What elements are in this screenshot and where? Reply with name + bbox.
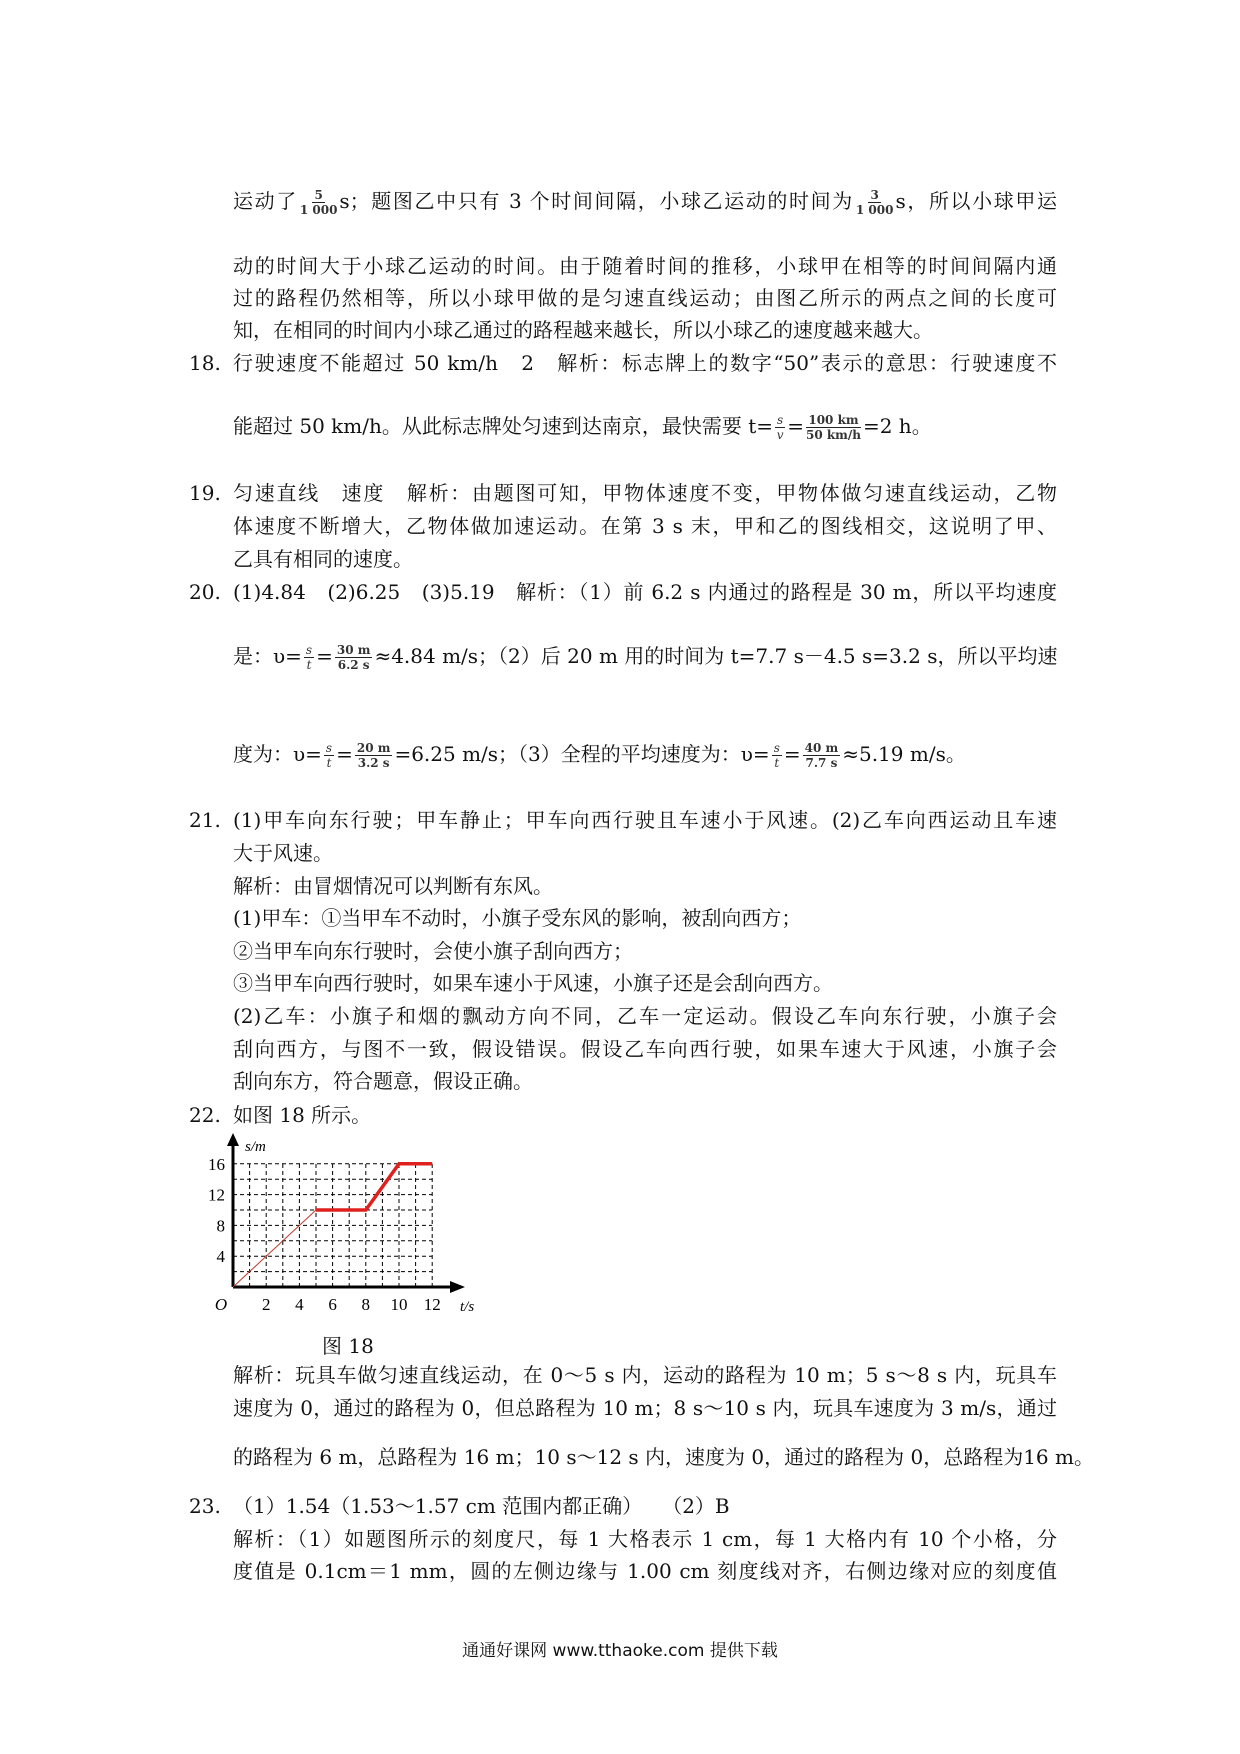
x-tick-label: 2 bbox=[261, 1295, 271, 1314]
x-tick-label: 6 bbox=[328, 1295, 337, 1314]
text-line: 运动了 $\frac{5}{1 000}$ s；题图乙中只有 3 个时间间隔，小球乙运动的时间为 $\frac{3}{1 000}$ s，所以小球甲运 bbox=[233, 188, 1058, 217]
text-line: 度为：υ= $\frac{s}{t}$ = $\frac{20 m}{3.2 s}$ =6.25 m/s；（3）全程的平均速度为：υ= $\frac{s}{t}$ = $\frac{40 m}{7.7 s}$ ≈5.19 m/s。 bbox=[233, 741, 966, 770]
text-line: 解析：（1）如题图所示的刻度尺，每 1 大格表示 1 cm，每 1 大格内有 10 个小格，分 bbox=[233, 1527, 1057, 1551]
text-line: 度值是 0.1cm＝1 mm，圆的左侧边缘与 1.00 cm 刻度线对齐，右侧边缘对应的刻度值 bbox=[233, 1559, 1057, 1583]
text-line: 体速度不断增大，乙物体做加速运动。在第 3 s 末，甲和乙的图线相交，这说明了甲、 bbox=[233, 514, 1057, 538]
text-line: 刮向西方，与图不一致，假设错误。假设乙车向西行驶，如果车速大于风速，小旗子会 bbox=[233, 1037, 1057, 1061]
series-line bbox=[316, 1164, 432, 1210]
y-tick-label: 8 bbox=[216, 1216, 225, 1236]
origin-label: O bbox=[214, 1295, 228, 1314]
fraction: $\frac{5}{1 000}$ bbox=[299, 188, 338, 217]
text-line: ③当甲车向西行驶时，如果车速小于风速，小旗子还是会刮向西方。 bbox=[233, 971, 833, 995]
question-number: 23. bbox=[189, 1494, 221, 1518]
text-line: 解析：玩具车做匀速直线运动，在 0～5 s 内，运动的路程为 10 m；5 s～8 s 内，玩具车 bbox=[233, 1363, 1057, 1387]
text-line: (1)甲车向东行驶；甲车静止；甲车向西行驶且车速小于风速。(2)乙车向西运动且车速 bbox=[233, 808, 1057, 832]
text-line: (1)4.84 (2)6.25 (3)5.19 解析：（1）前 6.2 s 内通过的路程是 30 m，所以平均速度 bbox=[233, 580, 1057, 604]
text-line: (1)甲车：①当甲车不动时，小旗子受东风的影响，被刮向西方； bbox=[233, 906, 802, 930]
text-line: 如图 18 所示。 bbox=[233, 1103, 372, 1127]
text-line: 是：υ= $\frac{s}{t}$ = $\frac{30 m}{6.2 s}$ ≈4.84 m/s；（2）后 20 m 用的时间为 t=7.7 s－4.5 s=3.2 s，所以平均速 bbox=[233, 643, 1058, 672]
y-axis-label: s/m bbox=[245, 1139, 266, 1155]
question-number: 22. bbox=[189, 1103, 221, 1127]
text-line: (2)乙车：小旗子和烟的飘动方向不同，乙车一定运动。假设乙车向东行驶，小旗子会 bbox=[233, 1004, 1057, 1028]
text-line: 能超过 50 km/h。从此标志牌处匀速到达南京，最快需要 t= $\frac{s}{v}$ = $\frac{100 km}{50 km/h}$ =2 h。 bbox=[233, 413, 932, 442]
text-line: 过的路程仍然相等，所以小球甲做的是匀速直线运动；由图乙所示的两点之间的长度可 bbox=[233, 286, 1057, 310]
text-line: 解析：由冒烟情况可以判断有东风。 bbox=[233, 874, 553, 898]
text-line: 知，在相同的时间内小球乙通过的路程越来越长，所以小球乙的速度越来越大。 bbox=[233, 318, 933, 342]
y-tick-label: 16 bbox=[208, 1154, 225, 1174]
x-tick-label: 8 bbox=[361, 1295, 371, 1314]
question-number: 18. bbox=[189, 351, 221, 375]
question-number: 19. bbox=[189, 481, 221, 505]
x-tick-label: 12 bbox=[423, 1295, 441, 1314]
text-line: 的路程为 6 m，总路程为 16 m；10 s～12 s 内，速度为 0，通过的路程为 0，总路程为16 m。 bbox=[233, 1445, 1094, 1469]
figure-caption: 图 18 bbox=[322, 1334, 374, 1358]
fraction: $\frac{3}{1 000}$ bbox=[855, 188, 894, 217]
x-tick-label: 10 bbox=[390, 1295, 408, 1314]
x-tick-label: 4 bbox=[295, 1295, 304, 1314]
y-tick-label: 4 bbox=[216, 1247, 225, 1267]
text-line: ②当甲车向东行驶时，会使小旗子刮向西方； bbox=[233, 939, 633, 963]
text-line: 匀速直线 速度 解析：由题图可知，甲物体速度不变，甲物体做匀速直线运动，乙物 bbox=[233, 481, 1057, 505]
text-line: 刮向东方，符合题意，假设正确。 bbox=[233, 1069, 533, 1093]
text-line: 乙具有相同的速度。 bbox=[233, 547, 413, 571]
text-line: （1）1.54（1.53～1.57 cm 范围内都正确） （2）B bbox=[233, 1494, 730, 1518]
text-line: 行驶速度不能超过 50 km/h 2 解析：标志牌上的数字“50”表示的意思：行驶速度不 bbox=[233, 351, 1057, 375]
text-line: 动的时间大于小球乙运动的时间。由于随着时间的推移，小球甲在相等的时间间隔内通 bbox=[233, 254, 1057, 278]
series-line bbox=[233, 1210, 316, 1287]
question-number: 21. bbox=[189, 808, 221, 832]
x-axis-arrow-icon bbox=[450, 1281, 465, 1293]
text-line: 速度为 0，通过的路程为 0，但总路程为 10 m；8 s～10 s 内，玩具车速度为 3 m/s，通过 bbox=[233, 1396, 1057, 1420]
x-axis-label: t/s bbox=[460, 1299, 475, 1315]
text-line: 大于风速。 bbox=[233, 841, 333, 865]
y-axis-arrow-icon bbox=[227, 1133, 239, 1146]
y-tick-label: 12 bbox=[208, 1185, 225, 1205]
footer-text: 通通好课网 www.tthaoke.com 提供下载 bbox=[462, 1641, 778, 1661]
question-number: 20. bbox=[189, 580, 221, 604]
